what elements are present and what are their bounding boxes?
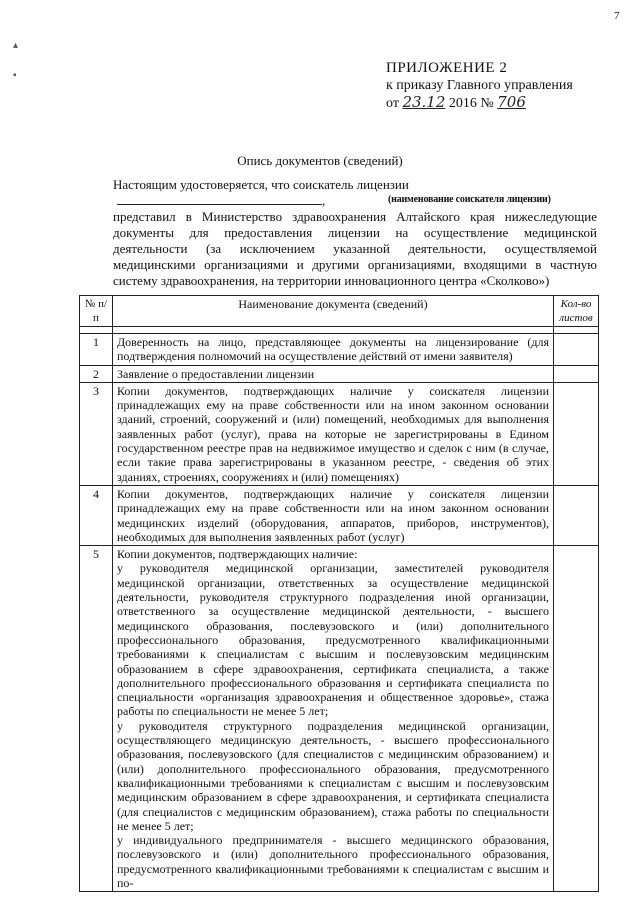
blank-suffix: ,	[322, 193, 326, 208]
handwritten-date: 23.12	[402, 93, 446, 111]
row-document-name	[113, 546, 554, 892]
row-number: 1	[80, 334, 113, 366]
header-count: Кол-во листов	[554, 296, 599, 327]
table-row	[80, 485, 599, 545]
intro-paragraph: представил в Министерство здравоохранения Алтайского края нижеследующие документы для предоставления лицензии на осуществление медицинской деятельности (за исключением указанной деятельности, осуществляемой медицинскими организациями и другими организациями, входящими в частную систему здравоохранения, на территории инновационного центра «Сколково»)	[113, 209, 597, 288]
header-num: № п/п	[80, 296, 113, 327]
page-number: 7	[614, 10, 620, 22]
appendix-title: ПРИЛОЖЕНИЕ 2	[386, 60, 508, 76]
row-paragraph: Копии документов, подтверждающих наличие:	[117, 547, 358, 562]
row-number: 3	[80, 382, 113, 485]
blank-caption: (наименование соискателя лицензии)	[388, 194, 551, 205]
year-text: 2016 №	[448, 96, 494, 111]
table-row	[80, 334, 599, 366]
table-row	[80, 546, 599, 892]
header-name: Наименование документа (сведений)	[113, 296, 554, 327]
appendix-order-line: к приказу Главного управления	[386, 78, 573, 93]
row-paragraph: у руководителя медицинской организации, заместителей руководителя медицинской организации, ответственных за осуществление медицинской деятельности, руководителя структурного подразделения иной организации, ответственного за осуществление медицинской деятельности, - высшего медицинского образования, послевузовского и (или) дополнительного профессионального образования, предусмотренного квалификационными требованиями к специалистам с высшим и послевузовским медицинским образованием в сфере здравоохранения, сертификата специалиста, а также дополнительного профессионального образования и сертификата специалиста по специальности «организация здравоохранения и общественное здоровье», стажа работы по специальности не менее 5 лет;	[117, 561, 549, 719]
row-number: 5	[80, 546, 113, 892]
scan-mark: ▴	[13, 40, 19, 51]
row-paragraph: Заявление о предоставлении лицензии	[117, 366, 315, 381]
row-document-name	[113, 334, 554, 366]
row-sheet-count	[554, 485, 599, 545]
row-document-name	[113, 365, 554, 382]
row-sheet-count	[554, 546, 599, 892]
row-paragraph: Доверенность на лицо, представляющее документы на лицензирование (для подтверждения полномочий на осуществление действий от имени заявителя)	[117, 335, 549, 364]
certificate-text: Настоящим удостоверяется, что соискатель лицензии	[113, 177, 409, 192]
row-number: 2	[80, 365, 113, 382]
table-header-row	[80, 296, 599, 327]
header-spacer-row	[80, 327, 599, 334]
row-sheet-count	[554, 365, 599, 382]
row-document-name	[113, 382, 554, 485]
row-paragraph: Копии документов, подтверждающих наличие у соискателя лицензии принадлежащих ему на праве собственности или на ином законном основании зданий, строений, сооружений и (или) помещений, необходимых для выполнения заявленных работ (услуг), права на которые не зарегистрированы в Едином государственном реестре прав на недвижимое имущество и сделок с ним (в случае, если такие права зарегистрированы в указанном реестре, - сведения об этих зданиях, строениях, сооружениях и (или) помещениях)	[117, 383, 549, 484]
row-paragraph: у индивидуального предпринимателя - высшего медицинского образования, послевузовского и (или) дополнительного профессионального образования, предусмотренного квалификационными требованиями к специалистам с высшим и по-	[117, 833, 549, 890]
row-paragraph: Копии документов, подтверждающих наличие у соискателя лицензии принадлежащих ему на праве собственности или на ином законном основании медицинских изделий (оборудования, аппаратов, приборов, инструментов), необходимых для выполнения заявленных работ (услуг)	[117, 486, 549, 544]
applicant-blank-field	[117, 193, 322, 205]
row-document-name	[113, 485, 554, 545]
document-heading: Опись документов (сведений)	[237, 153, 403, 168]
row-sheet-count	[554, 334, 599, 366]
appendix-date-line	[386, 94, 626, 112]
table-row	[80, 365, 599, 382]
handwritten-number: 706	[497, 93, 526, 111]
row-number: 4	[80, 485, 113, 545]
scan-mark: ▪	[13, 70, 17, 81]
documents-table	[79, 295, 599, 892]
table-row	[80, 382, 599, 485]
appendix-block	[386, 60, 626, 112]
date-prefix: от	[386, 96, 399, 111]
row-sheet-count	[554, 382, 599, 485]
row-paragraph: у руководителя структурного подразделения медицинской организации, осуществляющего медицинскую деятельность, - высшего профессионального образования, послевузовского (для специалистов с медицинским образованием) и (или) дополнительного профессионального образования, предусмотренного квалификационными требованиями к специалистам с высшим и послевузовским медицинским образованием в сфере здравоохранения, и сертификата специалиста (для специалистов с медицинским образованием), стажа работы по специальности не менее 5 лет;	[117, 718, 549, 833]
table-body	[80, 334, 599, 892]
